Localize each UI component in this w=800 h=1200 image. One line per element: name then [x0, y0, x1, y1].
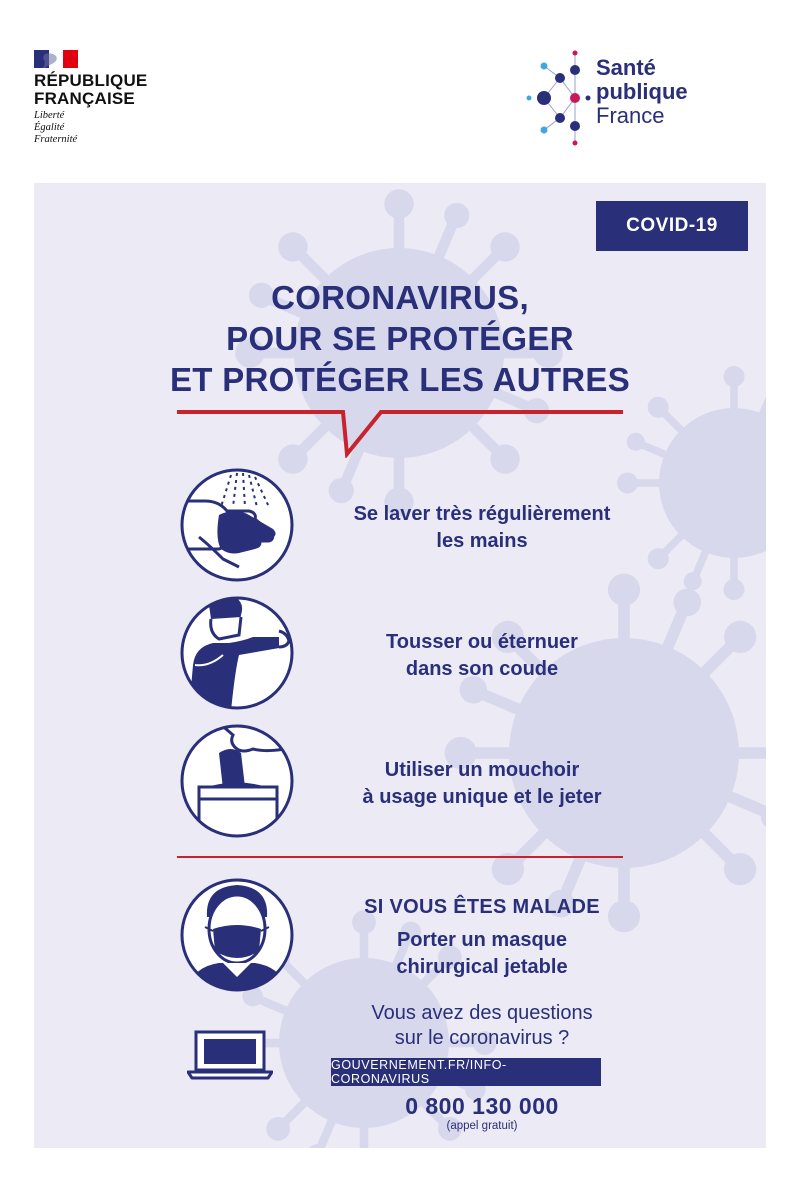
advice-2-line1: Tousser ou éternuer	[386, 631, 578, 653]
title-line1: CORONAVIRUS,	[271, 279, 529, 316]
question-line2: sur le coronavirus ?	[394, 1027, 570, 1049]
republique-francaise-logo	[34, 50, 184, 146]
spf-wordmark	[596, 56, 688, 128]
advice-3-line2: à usage unique et le jeter	[362, 786, 602, 808]
advice-3-line1: Utiliser un mouchoir	[384, 759, 580, 781]
rf-motto	[34, 110, 184, 146]
rf-name-line1: RÉPUBLIQUE	[34, 71, 148, 90]
rf-name-line2: FRANÇAISE	[34, 89, 135, 108]
laptop-icon	[187, 1030, 273, 1082]
spf-line1: Santé	[596, 55, 656, 80]
advice-1-line1: Se laver très régulièrement	[353, 503, 611, 525]
phone-note: (appel gratuit)	[446, 1120, 518, 1132]
poster-panel	[34, 183, 766, 1148]
rf-motto-liberte: Liberté	[34, 110, 65, 121]
phone-number[interactable]: 0 800 130 000	[405, 1093, 559, 1119]
poster-title	[134, 277, 666, 400]
title-line2: POUR SE PROTÉGER	[226, 320, 574, 357]
question-line1: Vous avez des questions	[371, 1002, 593, 1024]
questions-text	[302, 1001, 662, 1051]
title-line3: ET PROTÉGER LES AUTRES	[169, 361, 631, 398]
surgical-mask-icon	[179, 877, 295, 993]
hand-washing-icon	[179, 467, 295, 583]
tissue-icon	[179, 723, 295, 839]
rf-name	[34, 72, 184, 108]
advice-mask	[302, 927, 662, 981]
advice-hand-washing	[302, 501, 662, 555]
sante-publique-molecule-icon	[524, 48, 594, 148]
malade-heading: SI VOUS ÊTES MALADE	[364, 896, 600, 918]
info-url-link[interactable]: GOUVERNEMENT.FR/INFO-CORONAVIRUS	[331, 1058, 601, 1086]
elbow-cough-icon	[179, 595, 295, 711]
rf-motto-egalite: Égalité	[34, 122, 65, 133]
speech-bubble-underline	[177, 408, 623, 458]
advice-elbow-cough	[302, 629, 662, 683]
malade-line1: Porter un masque	[396, 929, 568, 951]
spf-line3: France	[596, 103, 665, 128]
advice-tissue	[302, 757, 662, 811]
sante-publique-france-logo	[524, 48, 724, 148]
malade-line2: chirurgical jetable	[396, 956, 568, 978]
spf-line2: publique	[596, 79, 688, 104]
marianne-flag-icon	[34, 50, 78, 68]
advice-2-line2: dans son coude	[405, 658, 559, 680]
section-divider	[177, 856, 623, 858]
advice-1-line2: les mains	[436, 530, 528, 552]
covid-badge: COVID-19	[596, 201, 748, 251]
rf-motto-fraternite: Fraternité	[34, 134, 78, 145]
